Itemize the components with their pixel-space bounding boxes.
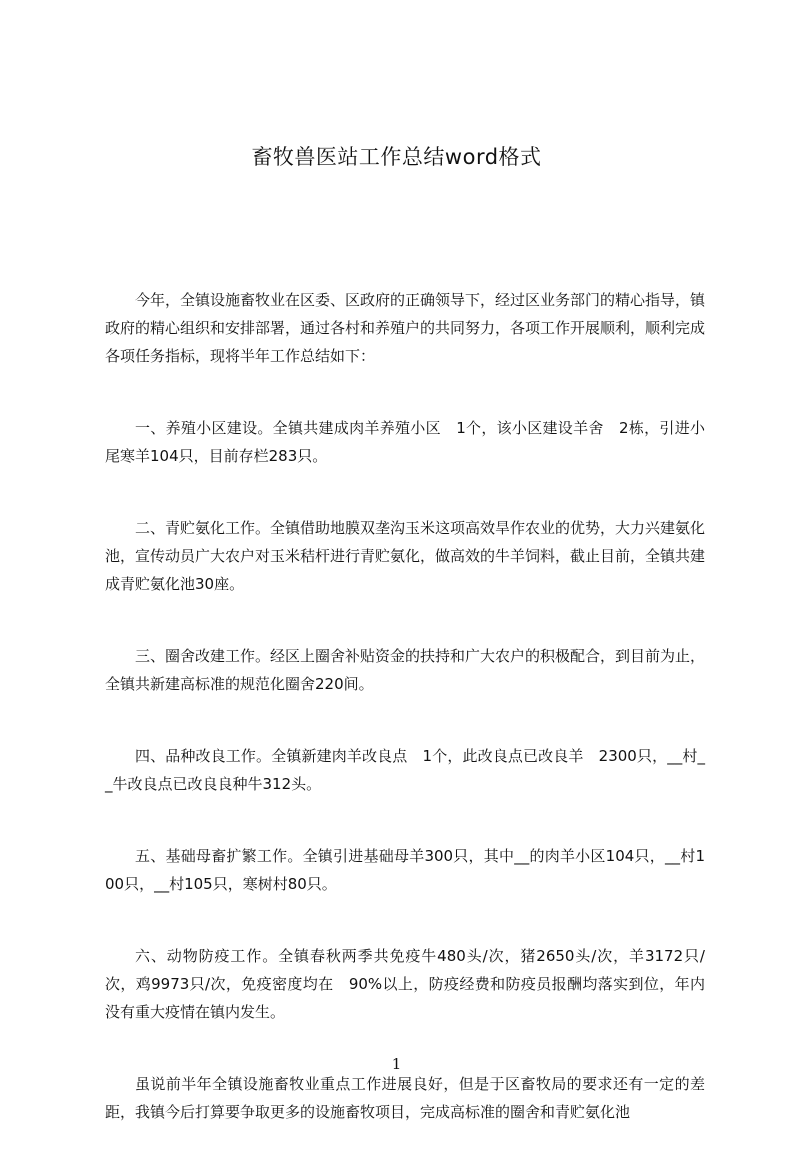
page-number: 1 <box>391 1055 402 1073</box>
paragraph-pen-renovation: 三、圈舍改建工作。经区上圈舍补贴资金的扶持和广大农户的积极配合，到目前为止，全镇共新建高标准的规范化圈舍220间。 <box>105 647 706 693</box>
paragraph-silage-ammoniation: 二、青贮氨化工作。全镇借助地膜双垄沟玉米这项高效旱作农业的优势，大力兴建氨化池，宣传动员广大农户对玉米秸杆进行青贮氨化，做高效的牛羊饲料，截止目前，全镇共建成青贮氨化池30座。 <box>105 519 706 593</box>
document-title: 畜牧兽医站工作总结word格式 <box>251 145 542 169</box>
document-body <box>105 286 705 1170</box>
paragraph-intro: 今年，全镇设施畜牧业在区委、区政府的正确领导下，经过区业务部门的精心指导，镇政府的精心组织和安排部署，通过各村和养殖户的共同努力，各项工作开展顺利，顺利完成各项任务指标，现将半年工作总结如下： <box>105 291 706 365</box>
paragraph-breed-improvement: 四、品种改良工作。全镇新建肉羊改良点 1个，此改良点已改良羊 2300只，__村__牛改良点已改良良种牛312头。 <box>105 747 705 793</box>
paragraph-breeding-community: 一、养殖小区建设。全镇共建成肉羊养殖小区 1个，该小区建设羊舍 2栋，引进小尾寒羊104只，目前存栏283只。 <box>105 419 705 465</box>
paragraph-conclusion: 虽说前半年全镇设施畜牧业重点工作进展良好，但是于区畜牧局的要求还有一定的差距，我镇今后打算要争取更多的设施畜牧项目，完成高标准的圈舍和青贮氨化池 <box>105 1075 705 1121</box>
paragraph-breeding-stock: 五、基础母畜扩繁工作。全镇引进基础母羊300只，其中__的肉羊小区104只，__村100只，__村105只，寒树村80只。 <box>105 847 705 893</box>
paragraph-epidemic-prevention: 六、动物防疫工作。全镇春秋两季共免疫牛480头/次，猪2650头/次，羊3172只/次，鸡9973只/次，免疫密度均在 90%以上，防疫经费和防疫员报酬均落实到位，年内没有重大疫情在镇内发生。 <box>105 947 705 1021</box>
